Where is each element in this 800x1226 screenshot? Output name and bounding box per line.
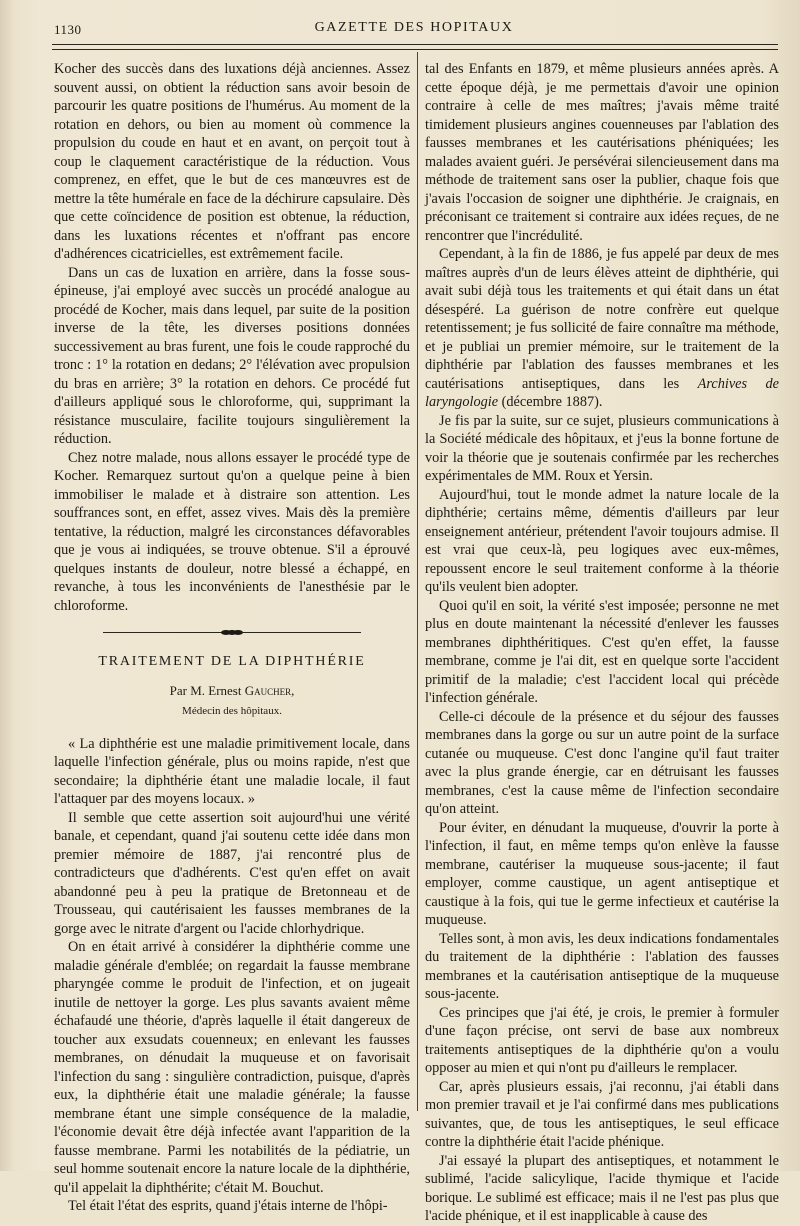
paragraph: Car, après plusieurs essais, j'ai reconnu, j'ai établi dans mon premier travail et je l'ai confirmé dans mes publications suivantes, que, de tous les antiseptiques, le seul efficace contre la diphthérie était l'acide phénique.	[425, 1078, 779, 1150]
paragraph: Aujourd'hui, tout le monde admet la nature locale de la diphthérie; certains même, démentis d'ailleurs par leur enseignement antérieur, prétendent l'avoir toujours admise. Il est vrai que ceux-là, peu logiques avec eux-mêmes, repoussent encore le seul traitement conforme à la théorie qu'ils veulent bien adopter.	[425, 486, 779, 595]
byline-prefix: Par M. Ernest	[169, 682, 245, 698]
citation-text-before: Cependant, à la fin de 1886, je fus appelé par deux de mes maîtres auprès d'un de leurs élèves atteint de diphthérie, qui avait subi déjà tous les traitements et qui était dans un état désespéré. La guérison de notre confrère eut quelque retentissement; je fus sollicité de faire connaître ma méthode, et je publiai un premier mémoire, sur le traitement de la diphthérie par l'ablation des fausses membranes et les cautérisations antiseptiques, dans les	[425, 246, 779, 392]
paragraph: Celle-ci découle de la présence et du séjour des fausses membranes dans la gorge ou sur un autre point de la surface cutanée ou muqueuse. C'est donc l'angine qu'il faut traiter avec la plus grande énergie, car en détruisant les fausses membranes, c'est la cause même de l'infection secondaire qu'on atteint.	[425, 708, 779, 817]
paragraph: Pour éviter, en dénudant la muqueuse, d'ouvrir la porte à l'infection, il faut, en même temps qu'on enlève la fausse membrane, cautériser la muqueuse sous-jacente; il faut employer, comme caustique, un agent antiseptique et caustique à la fois, qui tue le germe infectieux et cautérise la muqueuse.	[425, 819, 779, 928]
paragraph: Telles sont, à mon avis, les deux indications fondamentales du traitement de la diphthérie : l'ablation des fausses membranes et la cautérisation antiseptique de la muqueuse sous-jacente.	[425, 930, 779, 1002]
header-double-rule	[52, 44, 778, 50]
paragraph: Ces principes que j'ai été, je crois, le premier à formuler d'une façon précise, ont servi de base aux nombreux traitements antiseptiques de la diphthérie qu'on a voulu opposer au mien et qui n'ont pu d'ailleurs le remplacer.	[425, 1004, 779, 1076]
paragraph: Il semble que cette assertion soit aujourd'hui une vérité banale, et cependant, quand j'ai soutenu cette idée dans mon premier mémoire de 1887, j'ai rencontré plus de contradicteurs que d'adhérents. C'est qu'en effet on avait abandonné peu à peu la pratique de Bretonneau et de Trousseau, qui cautérisaient les fausses membranes de la gorge avec le nitrate d'argent ou l'acide chlorhydrique.	[54, 809, 410, 937]
paragraph: « La diphthérie est une maladie primitivement locale, dans laquelle l'infection générale, plus ou moins rapide, n'est que secondaire; la diphthérie étant une maladie locale, il faut l'attaquer par des moyens locaux. »	[54, 735, 410, 807]
page-header	[50, 18, 778, 40]
paragraph: Chez notre malade, nous allons essayer le procédé type de Kocher. Remarquez surtout qu'on a quelque peine à bien immobiliser le malade et à distraire son attention. Les souffrances sont, en effet, assez vives. Mais dès la première tentative, la réduction, malgré les circonstances défavorables que je vous ai indiquées, se trouve obtenue. S'il a éprouvé quelques instants de douleur, notre blessé a échappé, en revanche, à tous les inconvénients de l'anesthésie par le chloroforme.	[54, 449, 410, 614]
journal-citation: Archives de laryngologie	[425, 375, 779, 410]
byline-suffix: ,	[291, 682, 295, 698]
paragraph: tal des Enfants en 1879, et même plusieurs années après. A cette époque déjà, je me permettais d'avoir une opinion contraire à celle de mes maîtres; j'avais même traité timidement plusieurs angines couenneuses par l'ablation des fausses membranes et les cautérisations phéniquées; les malades avaient guéri. Je persévérai silencieusement dans ma méthode de traitement sans oser la publier, chaque fois que j'avais l'occasion de soigner une diphthérie. Je craignais, en préconisant ce traitement si contraire aux idées reçues, de ne rencontrer que l'incrédulité.	[425, 61, 779, 244]
paragraph: Je fis par la suite, sur ce sujet, plusieurs communications à la Société médicale des hôpitaux, et j'eus la bonne fortune de voir la théorie que je soutenais confirmée par les recherches expérimentales de MM. Roux et Yersin.	[425, 412, 779, 484]
section-ornament	[54, 623, 410, 635]
author-affiliation: Médecin des hôpitaux.	[182, 705, 282, 717]
author-name: Gaucher	[244, 682, 292, 698]
journal-title: GAZETTE DES HOPITAUX	[314, 20, 514, 35]
left-column	[54, 60, 410, 1214]
article-byline	[54, 682, 410, 701]
paragraph: Tel était l'état des esprits, quand j'étais interne de l'hôpi-	[68, 1198, 388, 1214]
paragraph: Dans un cas de luxation en arrière, dans la fosse sous-épineuse, j'ai employé avec succès un procédé analogue au procédé de Kocher, mais dans lequel, par suite de la position inverse de la tête, les diverses positions données successivement au bras furent, une fois le coude rapproché du tronc : 1° la rotation en dedans; 2° l'élévation avec propulsion du bras en arrière; 3° la rotation en dehors. Ce procédé fut d'ailleurs appliqué sous le chloroforme, qui, supprimant la résistance musculaire, facilite toujours singulièrement la réduction.	[54, 264, 410, 447]
paragraph: Kocher des succès dans des luxations déjà anciennes. Assez souvent aussi, on obtient la réduction sans avoir besoin de parcourir les quatre positions de l'humérus. Au moment de la rotation en dehors, ou bien au moment où commence la propulsion du coude en haut et en avant, on perçoit tout à coup le claquement caractéristique de la réduction. Vous comprenez, en effet, que le but de ces manœuvres est de mettre la tête humérale en face de la déchirure capsulaire. Dès que cette coïncidence de position est obtenue, la réduction, dans les luxations récentes et n'offrant pas encore d'adhérences cicatricielles, est extrêmement facile.	[54, 61, 410, 262]
article-title: TRAITEMENT DE LA DIPHTHÉRIE	[98, 654, 366, 669]
right-column	[425, 60, 779, 1224]
paragraph: Quoi qu'il en soit, la vérité s'est imposée; personne ne met plus en doute maintenant la nécessité d'enlever les fausses membranes diphthéritiques. C'est qu'en effet, la fausse membrane, comme je l'ai dit, est en quelque sorte l'accident primitif de la maladie; c'est l'accident local qui précède l'infection générale.	[425, 597, 779, 706]
citation-text-after: (décembre 1887).	[498, 394, 603, 410]
paragraph: On en était arrivé à considérer la diphthérie comme une maladie générale d'emblée; on regardait la fausse membrane pharyngée comme le produit de l'infection, et on jugeait inutile de nettoyer la gorge. Les plus savants avaient même échafaudé une théorie, d'après laquelle il était dangereux de toucher aux exsudats couenneux; en enlevant les fausses membranes, on dénudait la muqueuse et on favorisait l'infection du sang : singulière contradiction, puisque, d'après eux, la diphthérie était une maladie générale; la fausse membrane étant une simple conséquence de la maladie, l'économie devait être déjà infectée avant l'apparition de la fausse membrane. Parmi les notabilités de la pédiatrie, un seul homme soutenait encore la nature locale de la diphthérie, qu'il appelait la diphthérite; c'était M. Bouchut.	[54, 939, 410, 1196]
paragraph-with-citation	[425, 245, 779, 412]
column-divider	[417, 52, 418, 1111]
paragraph: J'ai essayé la plupart des antiseptiques, et notamment le sublimé, l'acide salicylique, l'acide thymique et l'acide borique. Le sublimé est efficace; mais il ne l'est pas plus que l'acide phénique, et il est inapplicable à cause des	[425, 1152, 779, 1224]
page-number: 1130	[54, 22, 82, 37]
